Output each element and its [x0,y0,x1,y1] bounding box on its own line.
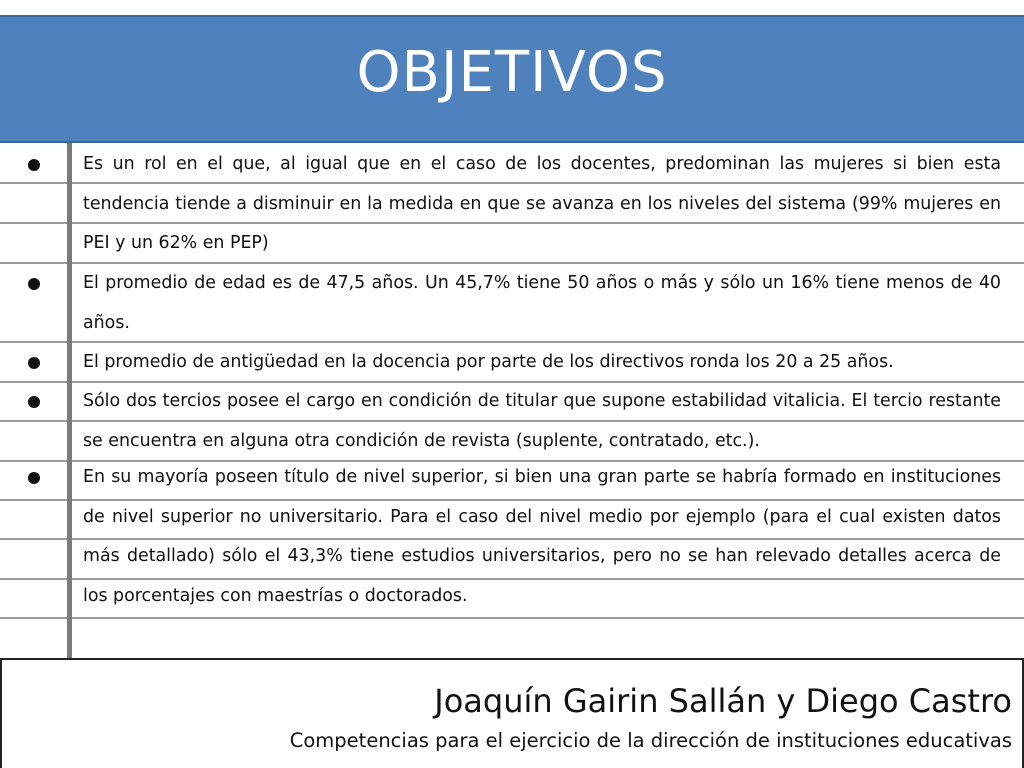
bullet-dot-icon [28,278,40,290]
slide-title: OBJETIVOS [356,40,668,105]
authors: Joaquín Gairin Sallán y Diego Castro [434,682,1012,720]
bullet-text: Es un rol en el que, al igual que en el caso de los docentes, predominan las mujeres si bien esta tendencia tiende a disminuir en la medida en que se avanza en los niveles del sistema (99% mujeres en PEI y un 62% en PEP) [83,154,1001,254]
notebook-area [0,143,1024,658]
margin-line [67,143,72,658]
footer-subtitle: Competencias para el ejercicio de la dirección de instituciones educativas [289,729,1012,752]
bullet-dot-icon [28,396,40,408]
title-banner [0,15,1024,143]
bullet-text: Sólo dos tercios posee el cargo en condición de titular que supone estabilidad vitalicia. El tercio restante se encuentra en alguna otra condición de revista (suplente, contratado, etc.). [83,391,1001,451]
footer-box [0,658,1024,768]
bullet-dot-icon [28,357,40,369]
bullet-text: El promedio de edad es de 47,5 años. Un 45,7% tiene 50 años o más y sólo un 16% tiene menos de 40 años. [83,273,1001,333]
bullet-text: En su mayoría poseen título de nivel superior, si bien una gran parte se habría formado en instituciones de nivel superior no universitario. Para el caso del nivel medio por ejemplo (para el cual existen datos más detallado) sólo el 43,3% tiene estudios universitarios, pero no se han relevado detalles acerca de los porcentajes con maestrías o doctorados. [83,467,1001,606]
bullet-dot-icon [28,159,40,171]
bullet-dot-icon [28,472,40,484]
bullet-text: El promedio de antigüedad en la docencia por parte de los directivos ronda los 20 a 25 años. [83,352,894,372]
ruled-line [0,617,1024,619]
